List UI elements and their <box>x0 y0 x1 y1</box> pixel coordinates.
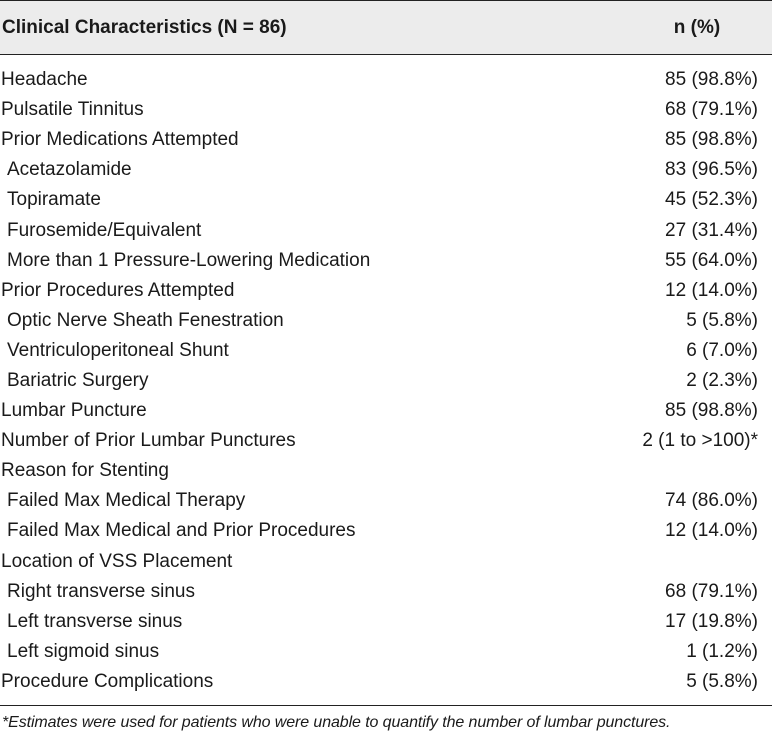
row-value: 2 (2.3%) <box>686 369 758 391</box>
row-label: Prior Procedures Attempted <box>1 279 235 301</box>
row-value: 85 (98.8%) <box>665 129 758 151</box>
table-row <box>0 306 772 336</box>
row-value: 27 (31.4%) <box>665 219 758 241</box>
row-value: 1 (1.2%) <box>686 640 758 662</box>
table-row <box>0 516 772 546</box>
header-characteristic: Clinical Characteristics (N = 86) <box>2 16 287 38</box>
table-row <box>0 456 772 486</box>
row-label: Reason for Stenting <box>1 460 169 482</box>
table-row <box>0 547 772 577</box>
table-row <box>0 366 772 396</box>
table-header <box>0 1 772 54</box>
row-label: Ventriculoperitoneal Shunt <box>7 339 229 361</box>
table-row <box>0 95 772 125</box>
table-row <box>0 246 772 276</box>
table-row <box>0 426 772 456</box>
table-body <box>0 55 772 705</box>
row-label: Prior Medications Attempted <box>1 129 239 151</box>
row-value: 85 (98.8%) <box>665 400 758 422</box>
table-row <box>0 607 772 637</box>
table-footnote: *Estimates were used for patients who were unable to quantify the number of lumbar punctures. <box>2 713 671 731</box>
row-value: 2 (1 to >100)* <box>642 430 758 452</box>
table-row <box>0 336 772 366</box>
row-value: 17 (19.8%) <box>665 610 758 632</box>
row-value: 45 (52.3%) <box>665 189 758 211</box>
row-value: 5 (5.8%) <box>686 670 758 692</box>
table-row <box>0 65 772 95</box>
table-row <box>0 486 772 516</box>
row-value: 55 (64.0%) <box>665 249 758 271</box>
table-row <box>0 125 772 155</box>
table-row <box>0 667 772 697</box>
row-label: Failed Max Medical and Prior Procedures <box>7 520 356 542</box>
row-value: 12 (14.0%) <box>665 520 758 542</box>
row-value: 5 (5.8%) <box>686 309 758 331</box>
row-label: Optic Nerve Sheath Fenestration <box>7 309 284 331</box>
table-row <box>0 215 772 245</box>
row-value: 74 (86.0%) <box>665 490 758 512</box>
header-value: n (%) <box>673 16 721 38</box>
row-label: Lumbar Puncture <box>1 400 147 422</box>
row-value: 68 (79.1%) <box>665 99 758 121</box>
row-label: Acetazolamide <box>7 159 132 181</box>
table-row <box>0 276 772 306</box>
row-label: Right transverse sinus <box>7 580 195 602</box>
row-value: 85 (98.8%) <box>665 69 758 91</box>
row-value: 12 (14.0%) <box>665 279 758 301</box>
row-value: 83 (96.5%) <box>665 159 758 181</box>
row-label: Headache <box>1 69 88 91</box>
table-row <box>0 396 772 426</box>
table-row <box>0 185 772 215</box>
row-label: Procedure Complications <box>1 670 214 692</box>
row-label: Location of VSS Placement <box>1 550 233 572</box>
row-label: Left sigmoid sinus <box>7 640 160 662</box>
table-row <box>0 577 772 607</box>
table-row <box>0 155 772 185</box>
table-row <box>0 637 772 667</box>
row-label: Furosemide/Equivalent <box>7 219 202 241</box>
row-value: 68 (79.1%) <box>665 580 758 602</box>
row-label: Number of Prior Lumbar Punctures <box>1 430 296 452</box>
row-label: Failed Max Medical Therapy <box>7 490 246 512</box>
row-label: Topiramate <box>7 189 101 211</box>
row-label: Left transverse sinus <box>7 610 183 632</box>
row-label: More than 1 Pressure-Lowering Medication <box>7 249 371 271</box>
row-label: Bariatric Surgery <box>7 369 149 391</box>
row-label: Pulsatile Tinnitus <box>1 99 144 121</box>
row-value: 6 (7.0%) <box>686 339 758 361</box>
